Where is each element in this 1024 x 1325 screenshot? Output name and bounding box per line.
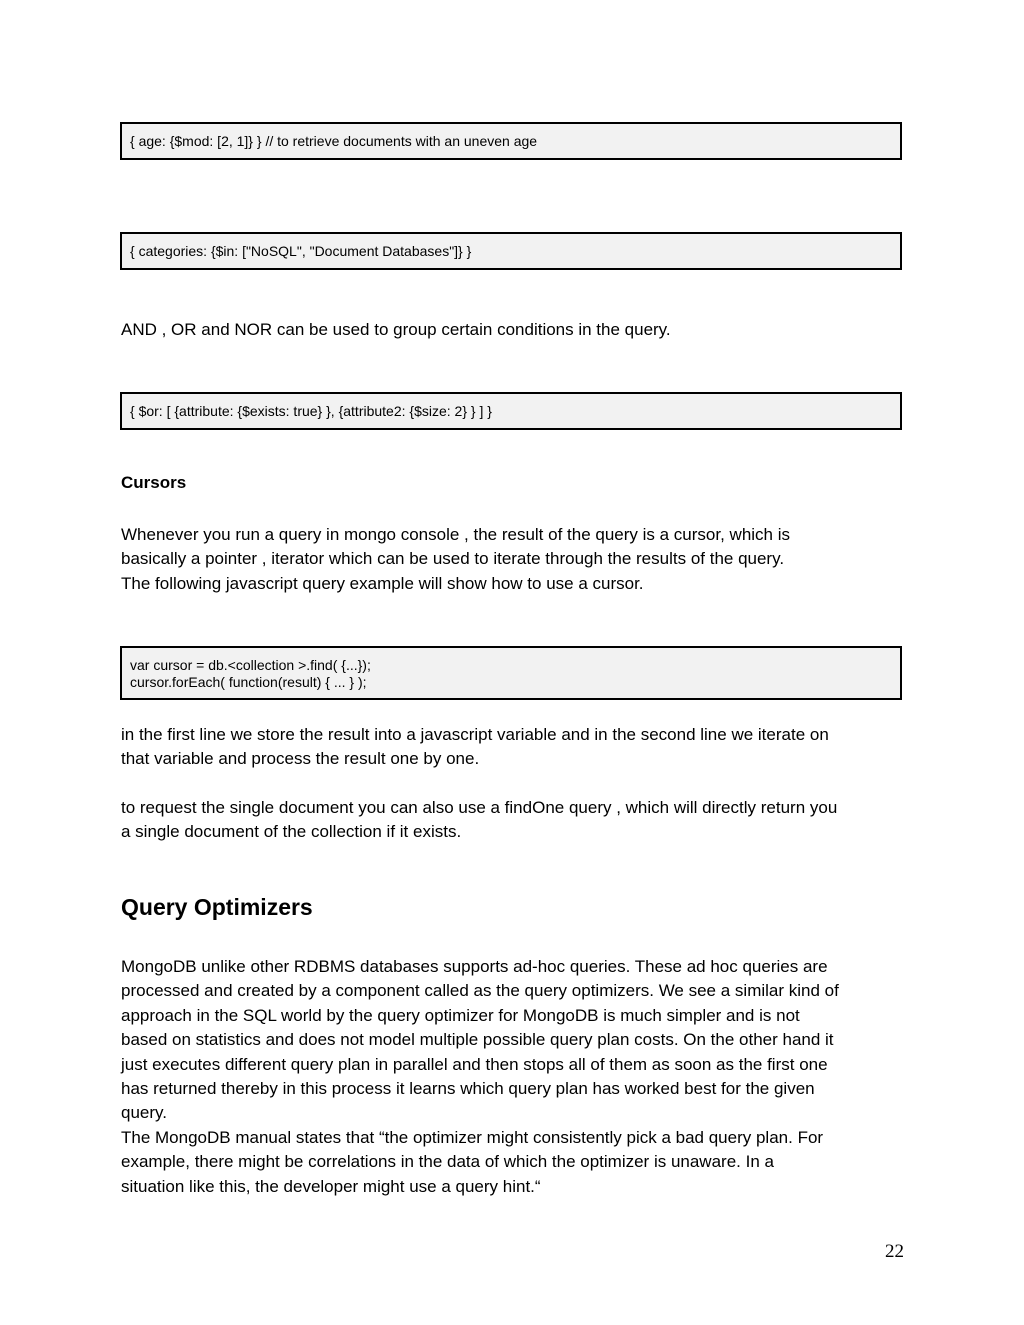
text-line: basically a pointer , iterator which can be used to iterate through the results of the query. [121, 549, 785, 569]
text-line: AND , OR and NOR can be used to group certain conditions in the query. [121, 320, 671, 339]
section-heading-query-optimizers: Query Optimizers [121, 894, 313, 920]
text-line: has returned thereby in this process it learns which query plan has worked best for the given [121, 1079, 815, 1099]
text-line: that variable and process the result one by one. [121, 749, 480, 769]
paragraph-find-one [121, 796, 911, 845]
paragraph-query-optimizers [121, 955, 911, 1199]
text-line: in the first line we store the result into a javascript variable and in the second line we iterate on [121, 725, 829, 744]
text-line: MongoDB unlike other RDBMS databases supports ad-hoc queries. These ad hoc queries are [121, 957, 828, 976]
text-line: based on statistics and does not model multiple possible query plan costs. On the other hand it [121, 1030, 834, 1050]
page-number: 22 [885, 1241, 904, 1262]
text-line: a single document of the collection if it exists. [121, 822, 462, 842]
paragraph-cursor-explain [121, 723, 911, 772]
code-line: { $or: [ {attribute: {$exists: true} }, {attribute2: {$size: 2} } ] } [130, 403, 492, 419]
text-line: to request the single document you can also use a findOne query , which will directly return you [121, 798, 838, 817]
code-line: { age: {$mod: [2, 1]} } // to retrieve documents with an uneven age [130, 133, 538, 149]
text-line: example, there might be correlations in the data of which the optimizer is unaware. In a [121, 1152, 774, 1172]
code-block-mod [120, 122, 902, 160]
text-line: The following javascript query example will show how to use a cursor. [121, 573, 644, 593]
text-line: query. [121, 1103, 167, 1123]
text-line: approach in the SQL world by the query optimizer for MongoDB is much simpler and is not [121, 1005, 800, 1025]
text-line: just executes different query plan in parallel and then stops all of them as soon as the first one [121, 1054, 828, 1074]
code-line: cursor.forEach( function(result) { ... } ); [130, 674, 367, 690]
text-line: processed and created by a component called as the query optimizers. We see a similar kind of [121, 981, 839, 1001]
paragraph-and-or-nor [121, 318, 911, 342]
code-line: { categories: {$in: ["NoSQL", "Document Databases"]} } [130, 243, 472, 259]
code-block-in [120, 232, 902, 270]
text-line: situation like this, the developer might use a query hint.“ [121, 1176, 541, 1196]
paragraph-cursors-intro [121, 523, 911, 596]
code-block-cursor [120, 646, 902, 700]
code-block-or [120, 392, 902, 430]
code-line: var cursor = db.<collection >.find( {...}); [130, 657, 371, 673]
section-heading-cursors: Cursors [121, 473, 187, 492]
text-line: The MongoDB manual states that “the optimizer might consistently pick a bad query plan. For [121, 1127, 824, 1147]
text-line: Whenever you run a query in mongo console , the result of the query is a cursor, which is [121, 525, 791, 544]
